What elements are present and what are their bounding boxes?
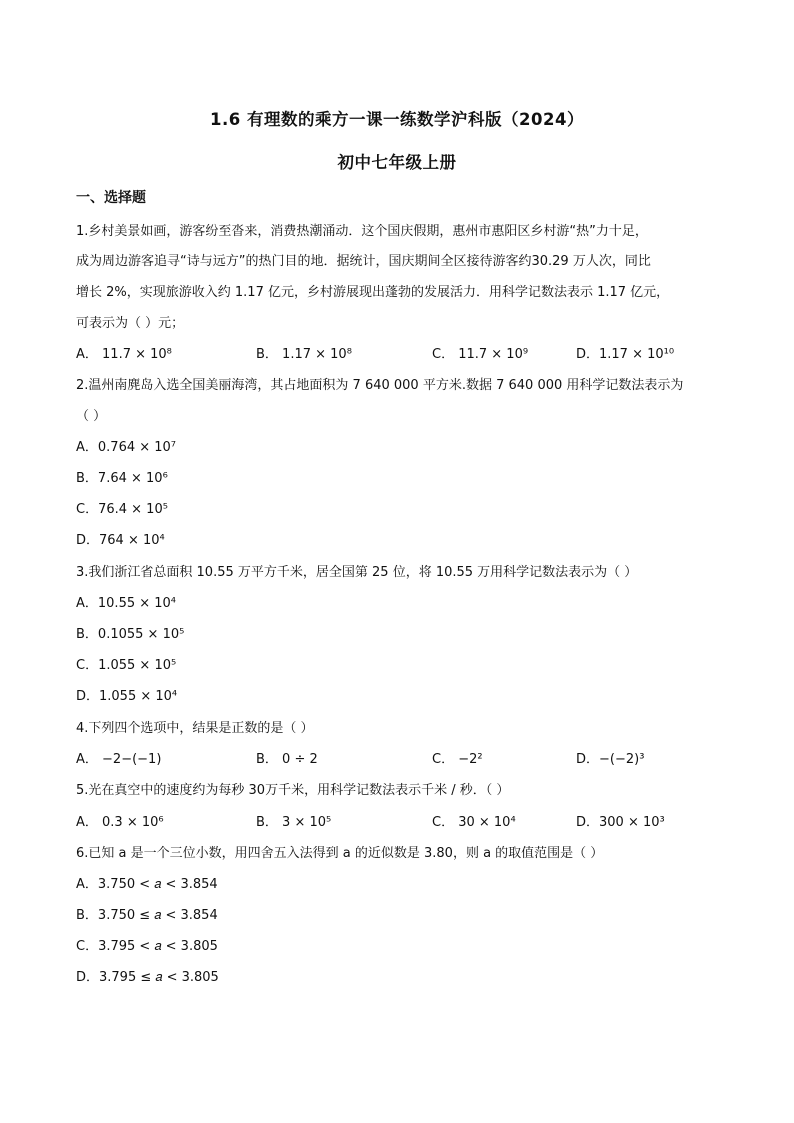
document-subtitle: 初中七年级上册 (337, 153, 457, 172)
question-1-option-d: D．1.17 × 10¹⁰ (576, 347, 675, 362)
question-2-line-2: （ ） (76, 409, 107, 424)
question-4-option-a: A． −2−(−1) (76, 752, 162, 767)
question-4-option-b: B． 0 ÷ 2 (256, 752, 318, 767)
question-6-option-c: C．3.795 < 𝑎 < 3.805 (76, 939, 218, 954)
question-2-option-c: C．76.4 × 10⁵ (76, 502, 168, 517)
question-3-option-a: A．10.55 × 10⁴ (76, 596, 177, 611)
question-4-option-c: C． −2² (432, 752, 483, 767)
question-3-line-1: 3.我们浙江省总面积 10.55 万平方千米，居全国第 25 位，将 10.55 万用科学记数法表示为（ ） (76, 565, 638, 580)
question-3-option-d: D．1.055 × 10⁴ (76, 689, 178, 704)
question-6-option-a: A．3.750 < 𝑎 < 3.854 (76, 877, 218, 892)
question-2-option-d: D．764 × 10⁴ (76, 533, 165, 548)
question-5-option-b: B． 3 × 10⁵ (256, 815, 332, 830)
question-1-line-2: 成为周边游客追寻“诗与远方”的热门目的地．据统计，国庆期间全区接待游客约30.29 万人次，同比 (76, 254, 651, 269)
question-5-option-d: D．300 × 10³ (576, 815, 665, 830)
section-heading: 一、选择题 (76, 190, 146, 206)
question-6-option-d: D．3.795 ≤ 𝑎 < 3.805 (76, 970, 219, 985)
question-1-option-a: A． 11.7 × 10⁸ (76, 347, 172, 362)
question-5-option-c: C． 30 × 10⁴ (432, 815, 516, 830)
question-1-line-1: 1.乡村美景如画，游客纷至沓来，消费热潮涌动．这个国庆假期，惠州市惠阳区乡村游“热”力十足， (76, 224, 648, 239)
question-3-option-c: C．1.055 × 10⁵ (76, 658, 177, 673)
document-title: 1.6 有理数的乘方一课一练数学沪科版（2024） (210, 110, 584, 129)
question-2-option-a: A．0.764 × 10⁷ (76, 440, 177, 455)
question-6-option-b: B．3.750 ≤ 𝑎 < 3.854 (76, 908, 218, 923)
question-3-option-b: B．0.1055 × 10⁵ (76, 627, 185, 642)
question-4-line-1: 4.下列四个选项中，结果是正数的是（ ） (76, 721, 314, 736)
question-6-line-1: 6.已知 a 是一个三位小数，用四舍五入法得到 a 的近似数是 3.80，则 a 的取值范围是（ ） (76, 846, 604, 861)
question-5-line-1: 5.光在真空中的速度约为每秒 30万千米，用科学记数法表示千米 / 秒．（ ） (76, 783, 510, 798)
question-2-line-1: 2.温州南麂岛入选全国美丽海湾，其占地面积为 7 640 000 平方米.数据 7 640 000 用科学记数法表示为 (76, 378, 684, 393)
question-5-option-a: A． 0.3 × 10⁶ (76, 815, 164, 830)
question-4-option-d: D．−(−2)³ (576, 752, 645, 767)
question-2-option-b: B．7.64 × 10⁶ (76, 471, 168, 486)
question-1-option-c: C． 11.7 × 10⁹ (432, 347, 529, 362)
question-1-line-3: 增长 2%，实现旅游收入约 1.17 亿元，乡村游展现出蓬勃的发展活力．用科学记数法表示 1.17 亿元， (76, 285, 670, 300)
question-1-line-4: 可表示为（ ）元； (76, 316, 185, 331)
question-1-option-b: B． 1.17 × 10⁸ (256, 347, 352, 362)
